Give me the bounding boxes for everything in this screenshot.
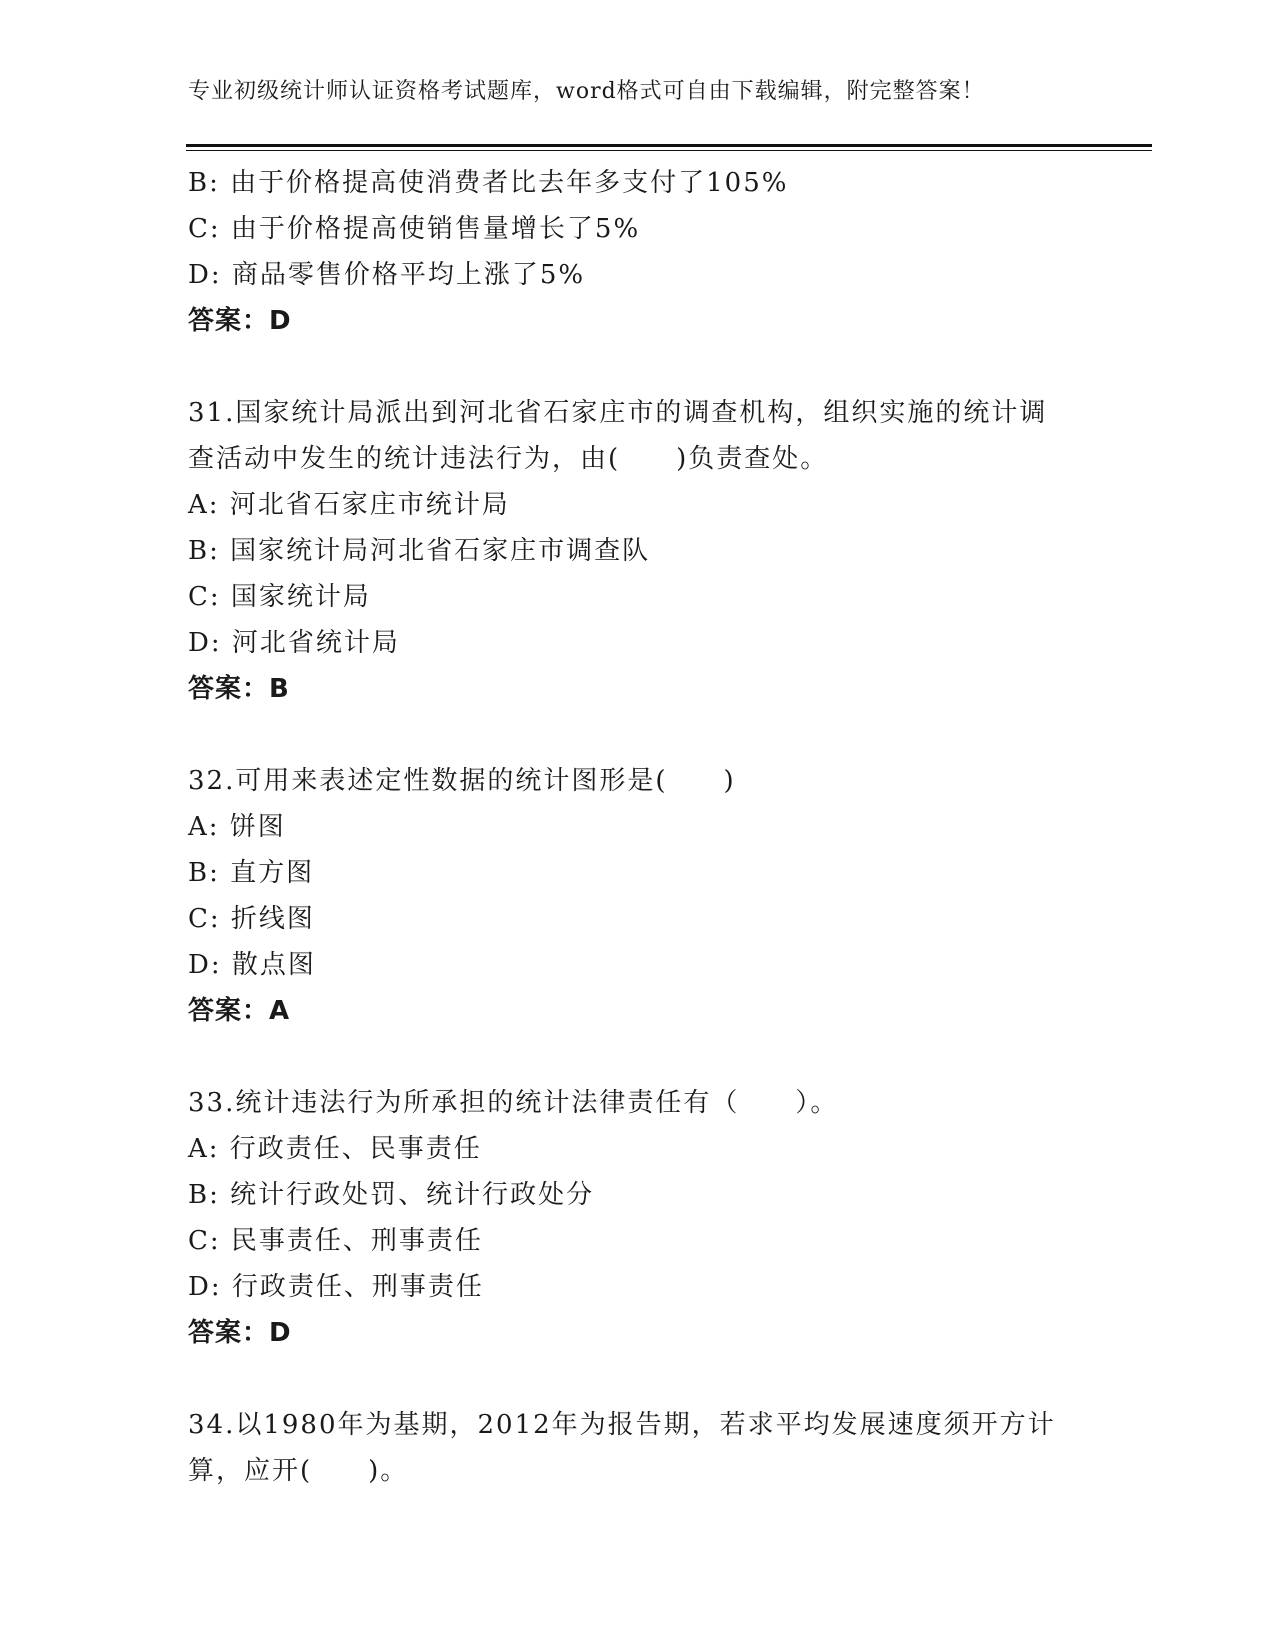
question-33-option-c: C: 民事责任、刑事责任 xyxy=(188,1226,483,1256)
question-34-stem-line1: 34.以1980年为基期，2012年为报告期，若求平均发展速度须开方计 xyxy=(188,1410,1056,1440)
question-33-option-b: B: 统计行政处罚、统计行政处分 xyxy=(188,1180,595,1210)
question-31-stem-line1: 31.国家统计局派出到河北省石家庄市的调查机构，组织实施的统计调 xyxy=(188,398,1048,428)
question-33-option-a: A: 行政责任、民事责任 xyxy=(188,1134,482,1164)
option-c: C: 由于价格提高使销售量增长了5% xyxy=(188,214,641,244)
option-b: B: 由于价格提高使消费者比去年多支付了105% xyxy=(188,168,789,198)
spacer xyxy=(188,712,1088,758)
spacer xyxy=(188,1034,1088,1080)
answer-label: 答案：D xyxy=(188,306,292,336)
question-content xyxy=(188,160,1088,1494)
question-33-answer: 答案：D xyxy=(188,1318,292,1348)
question-31-option-b: B: 国家统计局河北省石家庄市调查队 xyxy=(188,536,651,566)
question-34-stem-line2: 算，应开( )。 xyxy=(188,1456,409,1486)
option-d: D: 商品零售价格平均上涨了5% xyxy=(188,260,586,290)
spacer xyxy=(188,344,1088,390)
page-header: 专业初级统计师认证资格考试题库，word格式可自由下载编辑，附完整答案！ xyxy=(188,79,985,104)
question-32-stem: 32.可用来表述定性数据的统计图形是( ) xyxy=(188,766,736,796)
question-32-option-d: D: 散点图 xyxy=(188,950,316,980)
question-32-option-b: B: 直方图 xyxy=(188,858,315,888)
question-33-stem: 33.统计违法行为所承担的统计法律责任有（ ）。 xyxy=(188,1088,839,1118)
question-32-option-a: A: 饼图 xyxy=(188,812,286,842)
question-31-option-a: A: 河北省石家庄市统计局 xyxy=(188,490,510,520)
question-33-option-d: D: 行政责任、刑事责任 xyxy=(188,1272,484,1302)
question-31-stem-line2: 查活动中发生的统计违法行为，由( )负责查处。 xyxy=(188,444,829,474)
header-rule-thin xyxy=(186,150,1152,151)
question-32-option-c: C: 折线图 xyxy=(188,904,315,934)
question-31-option-c: C: 国家统计局 xyxy=(188,582,371,612)
question-31-answer: 答案：B xyxy=(188,674,290,704)
header-rule-thick xyxy=(186,144,1152,147)
spacer xyxy=(188,1356,1088,1402)
question-32-answer: 答案：A xyxy=(188,996,291,1026)
question-31-option-d: D: 河北省统计局 xyxy=(188,628,400,658)
